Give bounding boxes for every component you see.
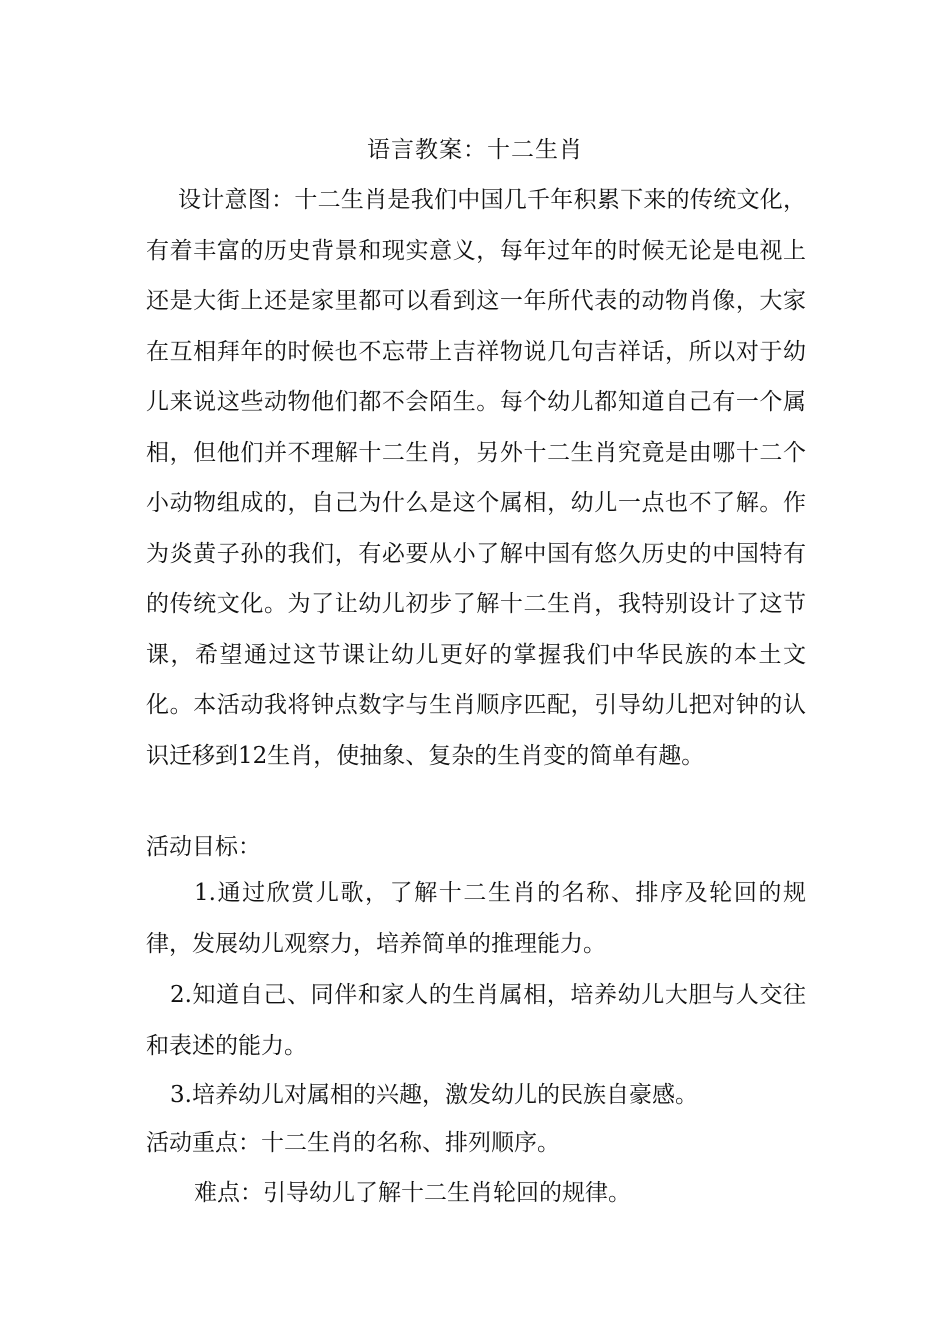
goal-item-3: 3.培养幼儿对属相的兴趣，激发幼儿的民族自豪感。: [170, 1082, 698, 1108]
design-intent-paragraph: 设计意图：十二生肖是我们中国几千年积累下来的传统文化，有着丰富的历史背景和现实意义，每年过年的时候无论是电视上还是大街上还是家里都可以看到这一年所代表的动物肖像，大家在互相拜年的时候也不忘带上吉祥物说几句吉祥话，所以对于幼儿来说这些动物他们都不会陌生。每个幼儿都知道自己有一个属相，但他们并不理解十二生肖，另外十二生肖究竟是由哪十二个小动物组成的，自己为什么是这个属相，幼儿一点也不了解。作为炎黄子孙的我们，有必要从小了解中国有悠久历史的中国特有的传统文化。为了让幼儿初步了解十二生肖，我特别设计了这节课，希望通过这节课让幼儿更好的掌握我们中华民族的本土文化。本活动我将钟点数字与生肖顺序匹配，引导幼儿把对钟的认识迁移到12生肖，使抽象、复杂的生肖变的简单有趣。: [146, 187, 806, 769]
goal-item-1: 1.通过欣赏儿歌，了解十二生肖的名称、排序及轮回的规律，发展幼儿观察力，培养简单的推理能力。: [146, 880, 806, 957]
difficulty-paragraph: 难点：引导幼儿了解十二生肖轮回的规律。: [194, 1180, 631, 1206]
key-points-paragraph: 活动重点：十二生肖的名称、排列顺序。: [146, 1130, 560, 1156]
document-title: 语言教案：十二生肖: [367, 137, 583, 163]
goals-heading: 活动目标：: [146, 834, 261, 860]
goal-item-2: 2.知道自己、同伴和家人的生肖属相，培养幼儿大胆与人交往和表述的能力。: [146, 982, 806, 1059]
